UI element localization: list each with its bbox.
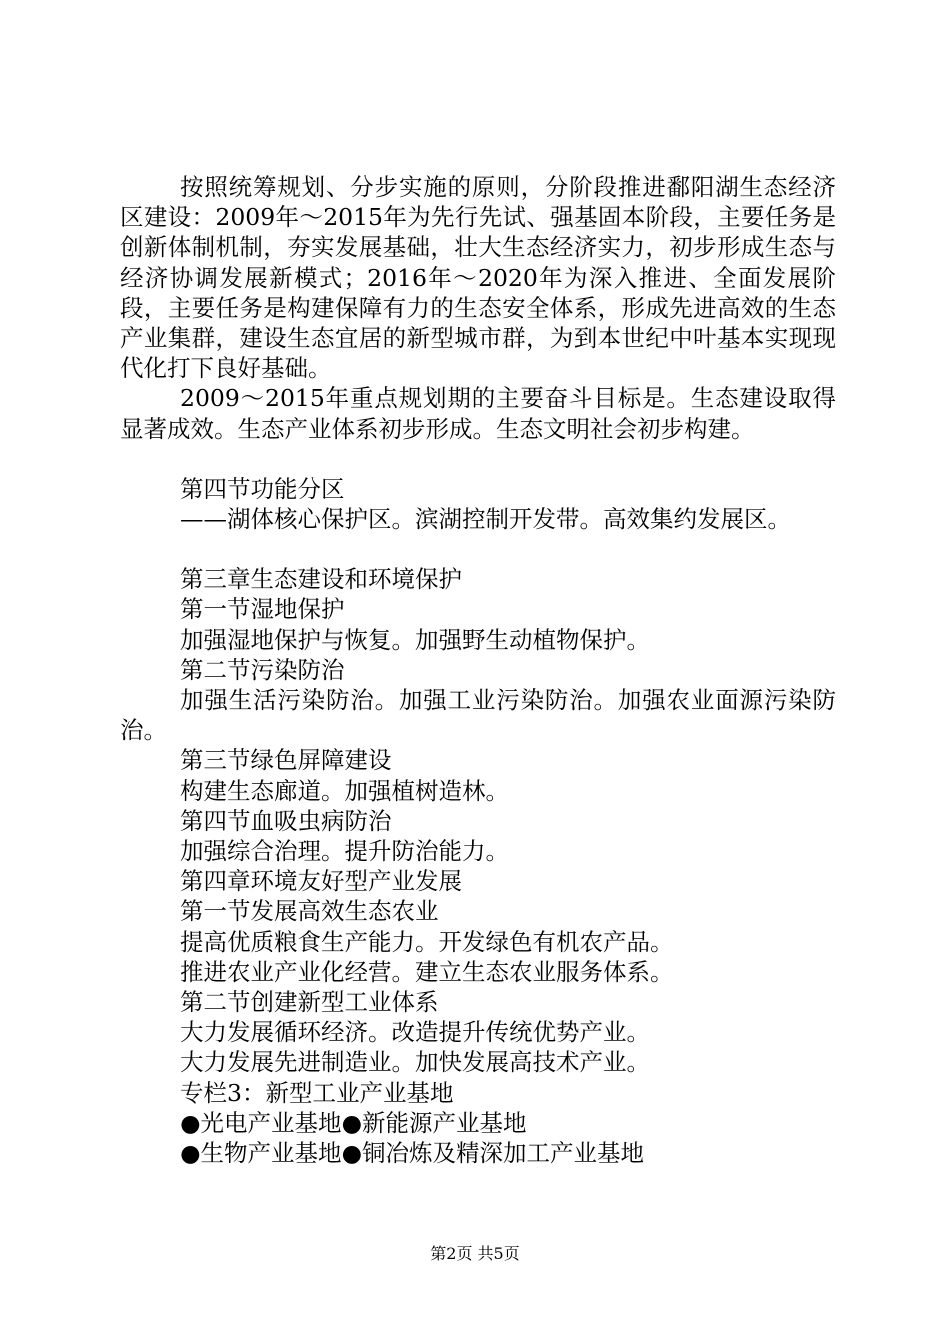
section-heading-wetland: 第一节湿地保护 [180,595,345,624]
paragraph-phases: 按照统筹规划、分步实施的原则，分阶段推进鄱阳湖生态经济区建设：2009年～2015年为先行先试、强基固本阶段，主要任务是创新体制机制，夯实发展基础，壮大生态经济实力，初步形成生态与经济协调发展新模式；2016年～2020年为深入推进、全面发展阶段，主要任务是构建保障有力的生态安全体系，形成先进高效的生态产业集群，建设生态宜居的新型城市群，为到本世纪中叶基本实现现代化打下良好基础。 [120,173,836,383]
section-heading-pollution: 第二节污染防治 [180,655,345,684]
section-text-industrial-2: 大力发展先进制造业。加快发展高技术产业。 [180,1048,650,1077]
section-text-schistosomiasis: 加强综合治理。提升防治能力。 [180,837,509,866]
document-body [120,172,836,1168]
section-heading-green-barrier: 第三节绿色屏障建设 [180,746,392,775]
section-text-pollution: 加强生活污染防治。加强工业污染防治。加强农业面源污染防治。 [120,686,836,745]
section-heading-agriculture: 第一节发展高效生态农业 [180,897,439,926]
section-heading-schistosomiasis: 第四节血吸虫病防治 [180,806,392,835]
chapter-title-ecology: 第三章生态建设和环境保护 [180,565,462,594]
column-title: 专栏3：新型工业产业基地 [180,1078,454,1107]
section-text-industrial-1: 大力发展循环经济。改造提升传统优势产业。 [180,1018,650,1047]
spacer [120,444,836,474]
section-text-agriculture-2: 推进农业产业化经营。建立生态农业服务体系。 [180,957,674,986]
section-text-functional-zones: ——湖体核心保护区。滨湖控制开发带。高效集约发展区。 [180,505,791,534]
section-text-green-barrier: 构建生态廊道。加强植树造林。 [180,776,509,805]
section-heading-industrial-system: 第二节创建新型工业体系 [180,988,439,1017]
section-text-agriculture-1: 提高优质粮食生产能力。开发绿色有机农产品。 [180,927,674,956]
column-list-line-1: ●光电产业基地●新能源产业基地 [180,1108,527,1137]
page-number-footer: 第2页 共5页 [430,1244,520,1263]
paragraph-goals: 2009～2015年重点规划期的主要奋斗目标是。生态建设取得显著成效。生态产业体系初步形成。生态文明社会初步构建。 [120,384,836,443]
column-list-line-2: ●生物产业基地●铜冶炼及精深加工产业基地 [180,1139,645,1168]
section-heading-functional-zones: 第四节功能分区 [180,474,345,503]
spacer [120,534,836,564]
section-text-wetland: 加强湿地保护与恢复。加强野生动植物保护。 [180,625,650,654]
chapter-title-industry: 第四章环境友好型产业发展 [180,867,462,896]
